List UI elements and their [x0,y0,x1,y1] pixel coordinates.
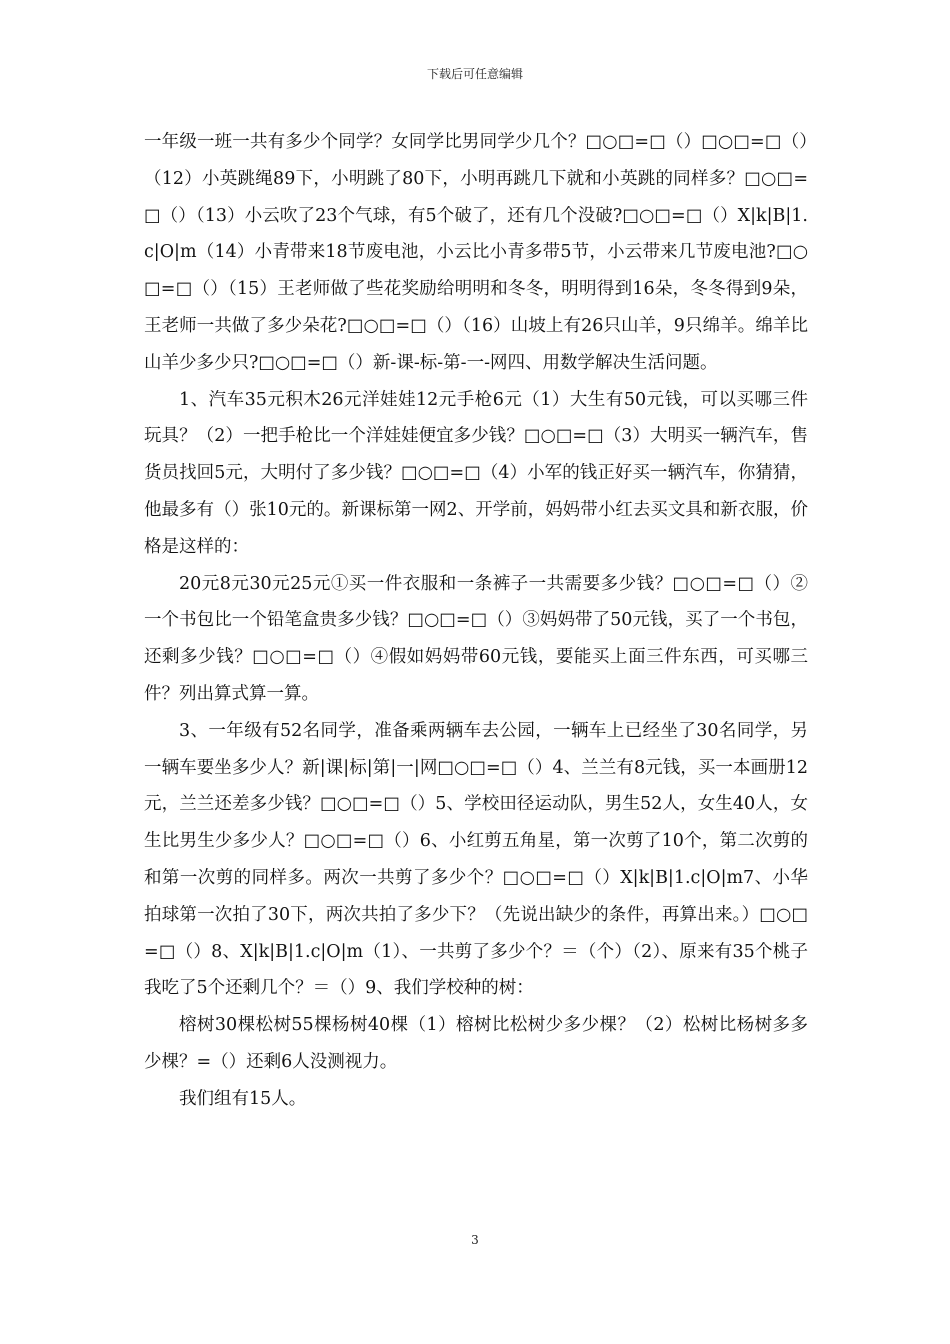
paragraph-1: 一年级一班一共有多少个同学？女同学比男同学少几个？□○□=□（）□○□=□（）（12）小英跳绳89下，小明跳了80下，小明再跳几下就和小英跳的同样多？□○□=□（）（13）小云吹了23个气球，有5个破了，还有几个没破?□○□=□（）X|k|B|1.c|O|m（14）小青带来18节废电池，小云比小青多带5节，小云带来几节废电池?□○□=□（）（15）王老师做了些花奖励给明明和冬冬，明明得到16朵，冬冬得到9朵，王老师一共做了多少朵花?□○□=□（）（16）山坡上有26只山羊，9只绵羊。绵羊比山羊少多少只?□○□=□（）新-课-标-第-一-网四、用数学解决生活问题。 [144,132,808,373]
paragraph-3: 20元8元30元25元①买一件衣服和一条裤子一共需要多少钱？□○□=□（）②一个书包比一个铅笔盒贵多少钱？□○□=□（）③妈妈带了50元钱，买了一个书包，还剩多少钱？□○□=□（）④假如妈妈带60元钱，要能买上面三件东西，可买哪三件？列出算式算一算。 [144,573,808,704]
paragraph-4: 3、一年级有52名同学，准备乘两辆车去公园，一辆车上已经坐了30名同学，另一辆车要坐多少人？新|课|标|第|一|网□○□=□（）4、兰兰有8元钱，买一本画册12元，兰兰还差多少钱？□○□=□（）5、学校田径运动队，男生52人，女生40人，女生比男生少多少人？□○□=□（）6、小红剪五角星，第一次剪了10个，第二次剪的和第一次剪的同样多。两次一共剪了多少个？□○□=□（）X|k|B|1.c|O|m7、小华拍球第一次拍了30下，两次共拍了多少下？（先说出缺少的条件，再算出来。）□○□=□（）8、X|k|B|1.c|O|m（1）、一共剪了多少个？＝（个）（2）、原来有35个桃子我吃了5个还剩几个？＝（）9、我们学校种的树： [144,720,808,999]
paragraph-5: 榕树30棵松树55棵杨树40棵（1）榕树比松树少多少棵？（2）松树比杨树多多少棵？=（）还剩6人没测视力。 [144,1015,808,1072]
document-body [144,124,808,1118]
page-header: 下载后可任意编辑 [426,67,523,81]
paragraph-2: 1、汽车35元积木26元洋娃娃12元手枪6元（1）大生有50元钱，可以买哪三件玩具？（2）一把手枪比一个洋娃娃便宜多少钱？□○□=□（3）大明买一辆汽车，售货员找回5元，大明付了多少钱？□○□=□（4）小军的钱正好买一辆汽车，你猜猜，他最多有（）张10元的。新课标第一网2、开学前，妈妈带小红去买文具和新衣服，价格是这样的： [144,389,808,557]
paragraph-6: 我们组有15人。 [179,1088,307,1109]
page-number: 3 [471,1233,479,1247]
